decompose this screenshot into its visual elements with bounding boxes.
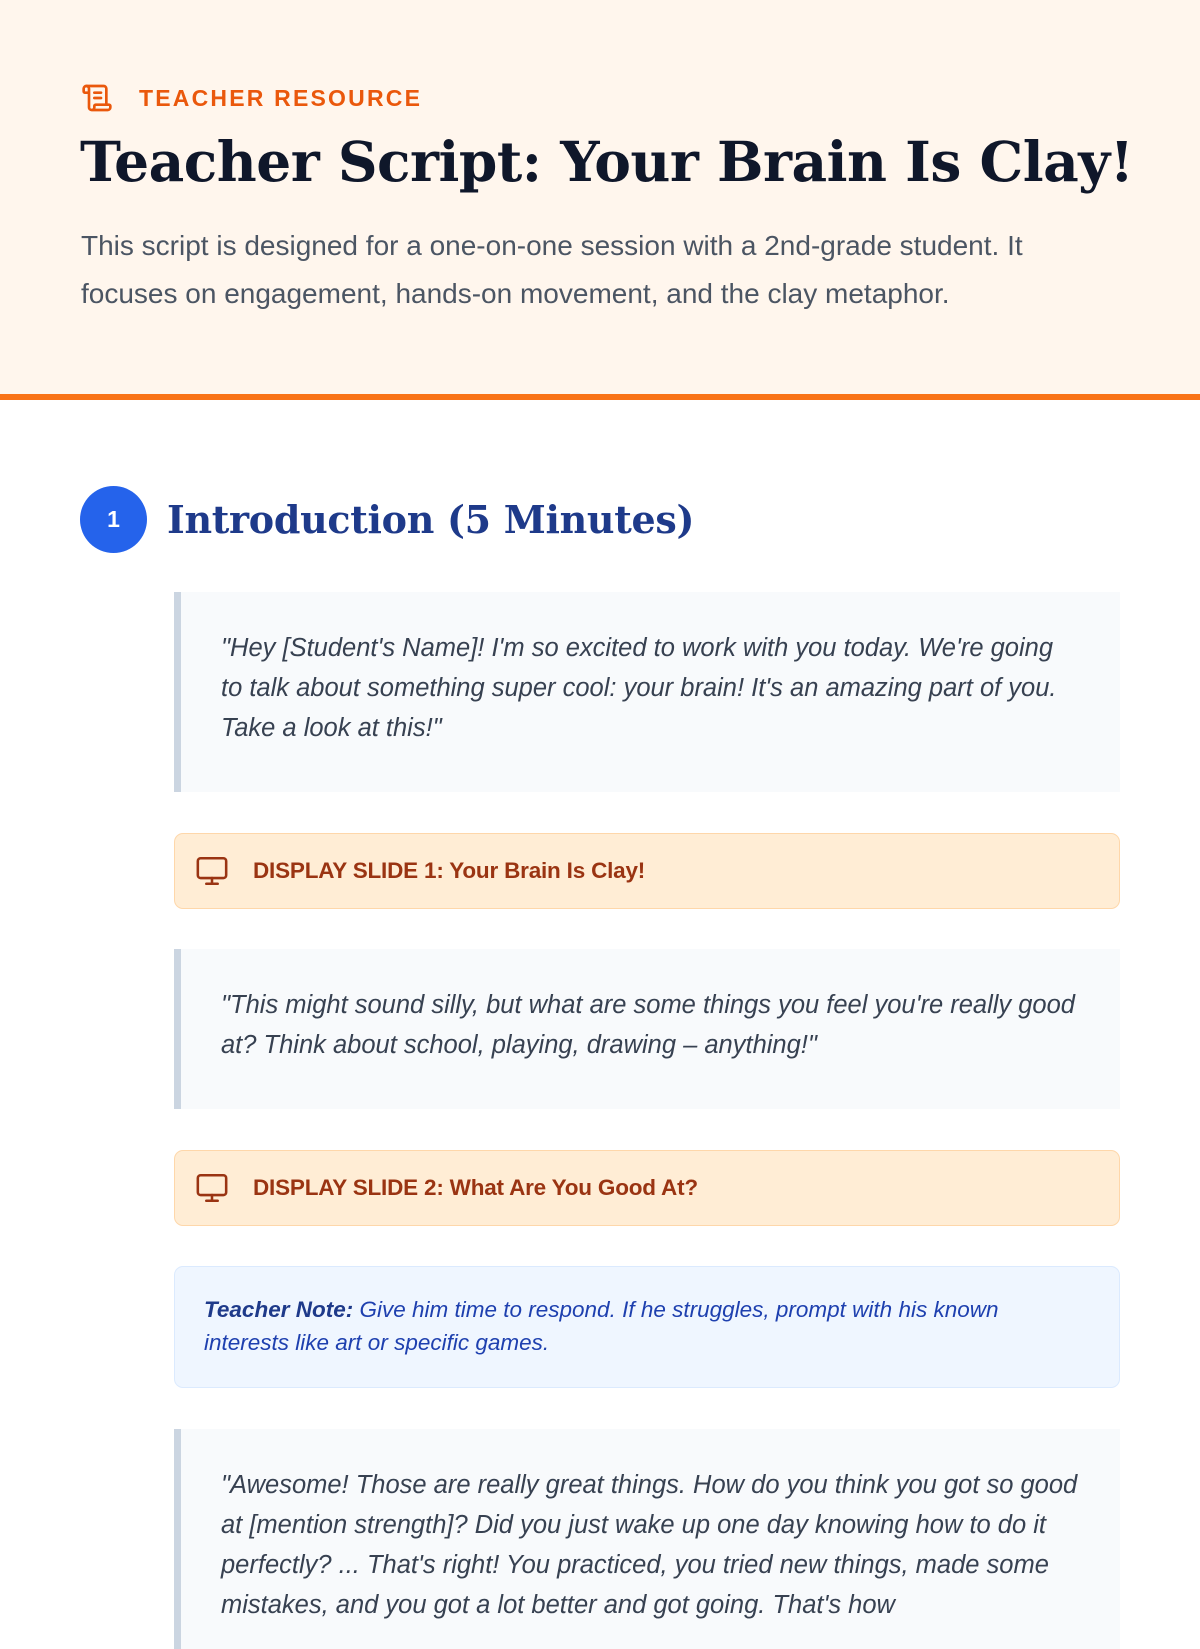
section-heading	[80, 485, 694, 553]
eyebrow-label: TEACHER RESOURCE	[139, 84, 423, 111]
teacher-note-body: Give him time to respond. If he struggles, prompt with his known interests like art or specific games.	[204, 1297, 999, 1355]
display-slide-callout	[174, 1150, 1120, 1226]
page-header	[0, 0, 1200, 400]
scroll-icon	[81, 82, 113, 114]
script-quote	[174, 592, 1120, 792]
slide-label: DISPLAY SLIDE 2: What Are You Good At?	[253, 1175, 698, 1200]
teacher-note-text	[204, 1293, 1089, 1359]
teacher-note-label: Teacher Note:	[204, 1297, 354, 1322]
monitor-icon	[195, 1171, 229, 1205]
page-subtitle: This script is designed for a one-on-one session with a 2nd-grade student. It focuses on engagement, hands-on movement, and the clay metaphor.	[81, 230, 1023, 309]
section-number-badge: 1	[80, 486, 147, 553]
section-title: Introduction (5 Minutes)	[167, 496, 695, 542]
slide-label: DISPLAY SLIDE 1: Your Brain Is Clay!	[253, 858, 646, 883]
monitor-icon	[195, 854, 229, 888]
quote-text: "Hey [Student's Name]! I'm so excited to work with you today. We're going to talk about something super cool: your brain! It's an amazing part of you. Take a look at this!"	[221, 634, 1057, 742]
display-slide-callout	[174, 833, 1120, 909]
quote-text: "Awesome! Those are really great things. How do you think you got so good at [mention strength]? Did you just wake up one day knowing how to do it perfectly? ... That's right! You practiced, you tried new things, made some mistakes, and you got a lot better and got going. That's how	[221, 1471, 1078, 1619]
teacher-note	[174, 1266, 1120, 1388]
script-quote	[174, 1429, 1120, 1649]
script-quote	[174, 949, 1120, 1109]
page-title: Teacher Script: Your Brain Is Clay!	[80, 129, 1134, 194]
quote-text: "This might sound silly, but what are some things you feel you're really good at? Think about school, playing, drawing – anything!"	[221, 991, 1075, 1059]
eyebrow	[81, 82, 422, 114]
